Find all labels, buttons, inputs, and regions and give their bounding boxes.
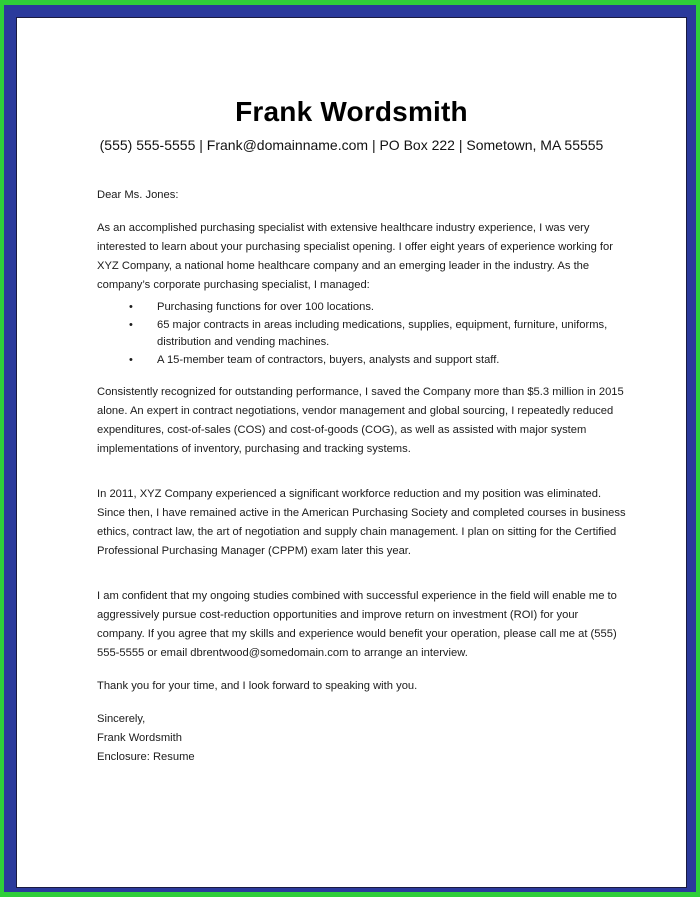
document-frame (4, 5, 696, 892)
closing-block (97, 710, 627, 767)
performance-paragraph: Consistently recognized for outstanding performance, I saved the Company more than $5.3 million in 2015 alone. An expert in contract negotiations, vendor management and global sourcing, I repeatedly reduced expenditures, cost-of-sales (COS) and cost-of-goods (COG), as well as assisted with major system implementations of inventory, purchasing and tracking systems. (97, 386, 624, 455)
bullet-list (97, 299, 627, 369)
sender-name: Frank Wordsmith (235, 96, 468, 127)
confidence-paragraph: I am confident that my ongoing studies combined with successful experience in the field will enable me to aggressively pursue cost-reduction opportunities and improve return on investment (ROI) for your company. If you agree that my skills and experience would benefit your operation, please call me at (555) 555-5555 or email dbrentwood@somedomain.com to arrange an interview. (97, 590, 617, 659)
letter-body (97, 186, 627, 767)
letter-page (16, 17, 687, 888)
bullet-item (129, 317, 627, 351)
bullet-item (129, 299, 627, 316)
intro-paragraph: As an accomplished purchasing specialist with extensive healthcare industry experience, I was very interested to learn about your purchasing specialist opening. I offer eight years of experience working for XYZ Company, a national home healthcare company and an emerging leader in the industry. As the company’s corporate purchasing specialist, I managed: (97, 222, 613, 291)
closing-text: Sincerely, (97, 713, 146, 725)
bullet-item (129, 352, 627, 369)
bullet-icon: • (129, 354, 133, 366)
bullet-text: A 15-member team of contractors, buyers, analysts and support staff. (157, 354, 500, 366)
bullet-text: 65 major contracts in areas including medications, supplies, equipment, furniture, uniforms, distribution and vending machines. (157, 319, 608, 348)
sender-contact-line: (555) 555-5555 | Frank@domainname.com | PO Box 222 | Sometown, MA 55555 (99, 137, 604, 153)
thanks-paragraph: Thank you for your time, and I look forward to speaking with you. (97, 680, 418, 692)
bullet-text: Purchasing functions for over 100 locations. (157, 301, 375, 313)
signature-name: Frank Wordsmith (97, 732, 182, 744)
salutation: Dear Ms. Jones: (97, 189, 179, 201)
enclosure-line: Enclosure: Resume (97, 751, 195, 763)
bullet-icon: • (129, 319, 133, 331)
history-paragraph: In 2011, XYZ Company experienced a significant workforce reduction and my position was eliminated. Since then, I have remained active in the American Purchasing Society and completed courses in business ethics, contract law, the art of negotiation and supply chain management. I plan on sitting for the Certified Professional Purchasing Manager (CPPM) exam later this year. (97, 488, 626, 557)
bullet-icon: • (129, 301, 133, 313)
